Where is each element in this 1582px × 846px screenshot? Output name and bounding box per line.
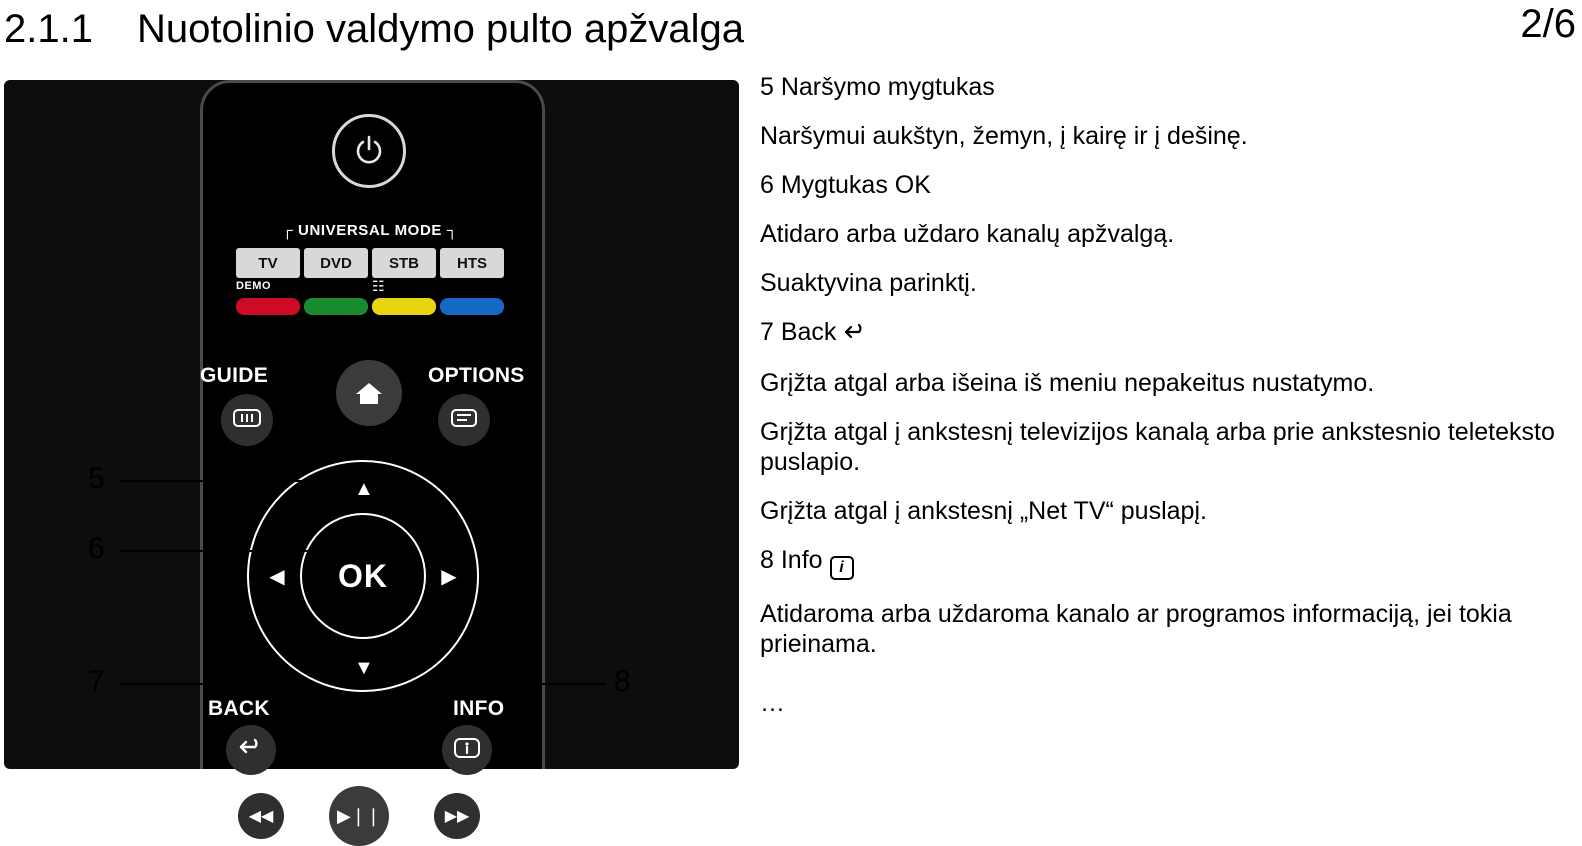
callout-number-8: 8 xyxy=(614,665,631,698)
page-header xyxy=(0,0,1582,58)
arrow-left-icon[interactable]: ◀ xyxy=(269,566,285,588)
guide-button[interactable] xyxy=(221,394,273,446)
callout-number-5: 5 xyxy=(88,462,105,495)
guide-icon xyxy=(232,407,262,434)
play-pause-button[interactable]: ▶❘❘ xyxy=(329,786,389,846)
item6-text-2: Suaktyvina parinktį. xyxy=(760,269,977,297)
callout-line-5 xyxy=(120,480,316,482)
back-arrow-icon-inline xyxy=(843,319,869,349)
ok-button[interactable]: OK xyxy=(300,513,426,639)
bracket-right-icon: ┐ xyxy=(446,222,459,239)
callout-number-6: 6 xyxy=(88,532,105,565)
demo-label: DEMO xyxy=(236,280,271,292)
bracket-left-icon: ┌ xyxy=(282,222,294,239)
source-button-hts[interactable]: HTS xyxy=(440,248,504,278)
item7-title-text: 7 Back xyxy=(760,318,844,346)
source-button-tv[interactable]: TV xyxy=(236,248,300,278)
item7-text-1: Grįžta atgal arba išeina iš meniu nepakeitus nustatymo. xyxy=(760,369,1375,397)
arrow-up-icon[interactable]: ▲ xyxy=(354,478,374,500)
source-button-stb[interactable]: STB xyxy=(372,248,436,278)
green-key[interactable] xyxy=(304,298,368,315)
info-icon-inline: i xyxy=(830,556,854,580)
universal-mode-label xyxy=(282,222,458,239)
blue-key[interactable] xyxy=(440,298,504,315)
item5-text: Naršymui aukštyn, žemyn, į kairę ir į dešinę. xyxy=(760,122,1248,150)
home-icon xyxy=(354,379,384,407)
color-key-row xyxy=(236,298,504,315)
page-content xyxy=(0,58,1582,826)
page-indicator: 2/6 xyxy=(1520,2,1576,46)
fast-forward-button[interactable]: ▶▶ xyxy=(434,793,480,839)
item7-title xyxy=(760,317,1570,349)
red-key[interactable] xyxy=(236,298,300,315)
info-label: INFO xyxy=(453,697,505,720)
rewind-button[interactable]: ◀◀ xyxy=(238,793,284,839)
callout-line-7 xyxy=(120,683,240,685)
item8-text-1: Atidaroma arba uždaroma kanalo ar programos informaciją, jei tokia prieinama. xyxy=(760,599,1512,658)
options-icon xyxy=(450,407,478,434)
item8-title xyxy=(760,545,1570,580)
arrow-down-icon[interactable]: ▼ xyxy=(354,657,374,679)
back-label: BACK xyxy=(208,697,270,720)
page-title: Nuotolinio valdymo pulto apžvalga xyxy=(136,6,744,51)
power-icon xyxy=(332,114,406,188)
item6-title: 6 Mygtukas OK xyxy=(760,171,931,199)
universal-mode-text: UNIVERSAL MODE xyxy=(298,222,442,239)
callout-line-6 xyxy=(120,550,352,552)
home-button[interactable] xyxy=(336,360,402,426)
continuation-ellipsis: … xyxy=(760,688,785,717)
source-button-row xyxy=(236,248,504,278)
yellow-key[interactable] xyxy=(372,298,436,315)
callout-line-8 xyxy=(490,683,606,685)
item7-text-2: Grįžta atgal į ankstesnį televizijos kanalą arba prie ankstesnio teleteksto puslapio. xyxy=(760,418,1555,476)
description-column xyxy=(760,72,1570,718)
info-button[interactable] xyxy=(442,725,492,775)
arrow-right-icon[interactable]: ▶ xyxy=(441,566,457,588)
section-number: 2.1.1 xyxy=(4,6,93,51)
callout-number-7: 7 xyxy=(88,665,105,698)
guide-label: GUIDE xyxy=(200,364,269,387)
options-label: OPTIONS xyxy=(428,364,525,387)
info-icon xyxy=(453,737,481,764)
source-button-dvd[interactable]: DVD xyxy=(304,248,368,278)
item7-text-3: Grįžta atgal į ankstesnį „Net TV“ puslapį. xyxy=(760,497,1207,525)
back-arrow-icon xyxy=(238,736,264,765)
teletext-book-icon: ☷ xyxy=(372,278,385,294)
item5-title: 5 Naršymo mygtukas xyxy=(760,73,995,101)
back-button[interactable] xyxy=(226,725,276,775)
options-button[interactable] xyxy=(438,394,490,446)
item6-text-1: Atidaro arba uždaro kanalų apžvalgą. xyxy=(760,220,1175,248)
item8-title-text: 8 Info xyxy=(760,546,830,574)
